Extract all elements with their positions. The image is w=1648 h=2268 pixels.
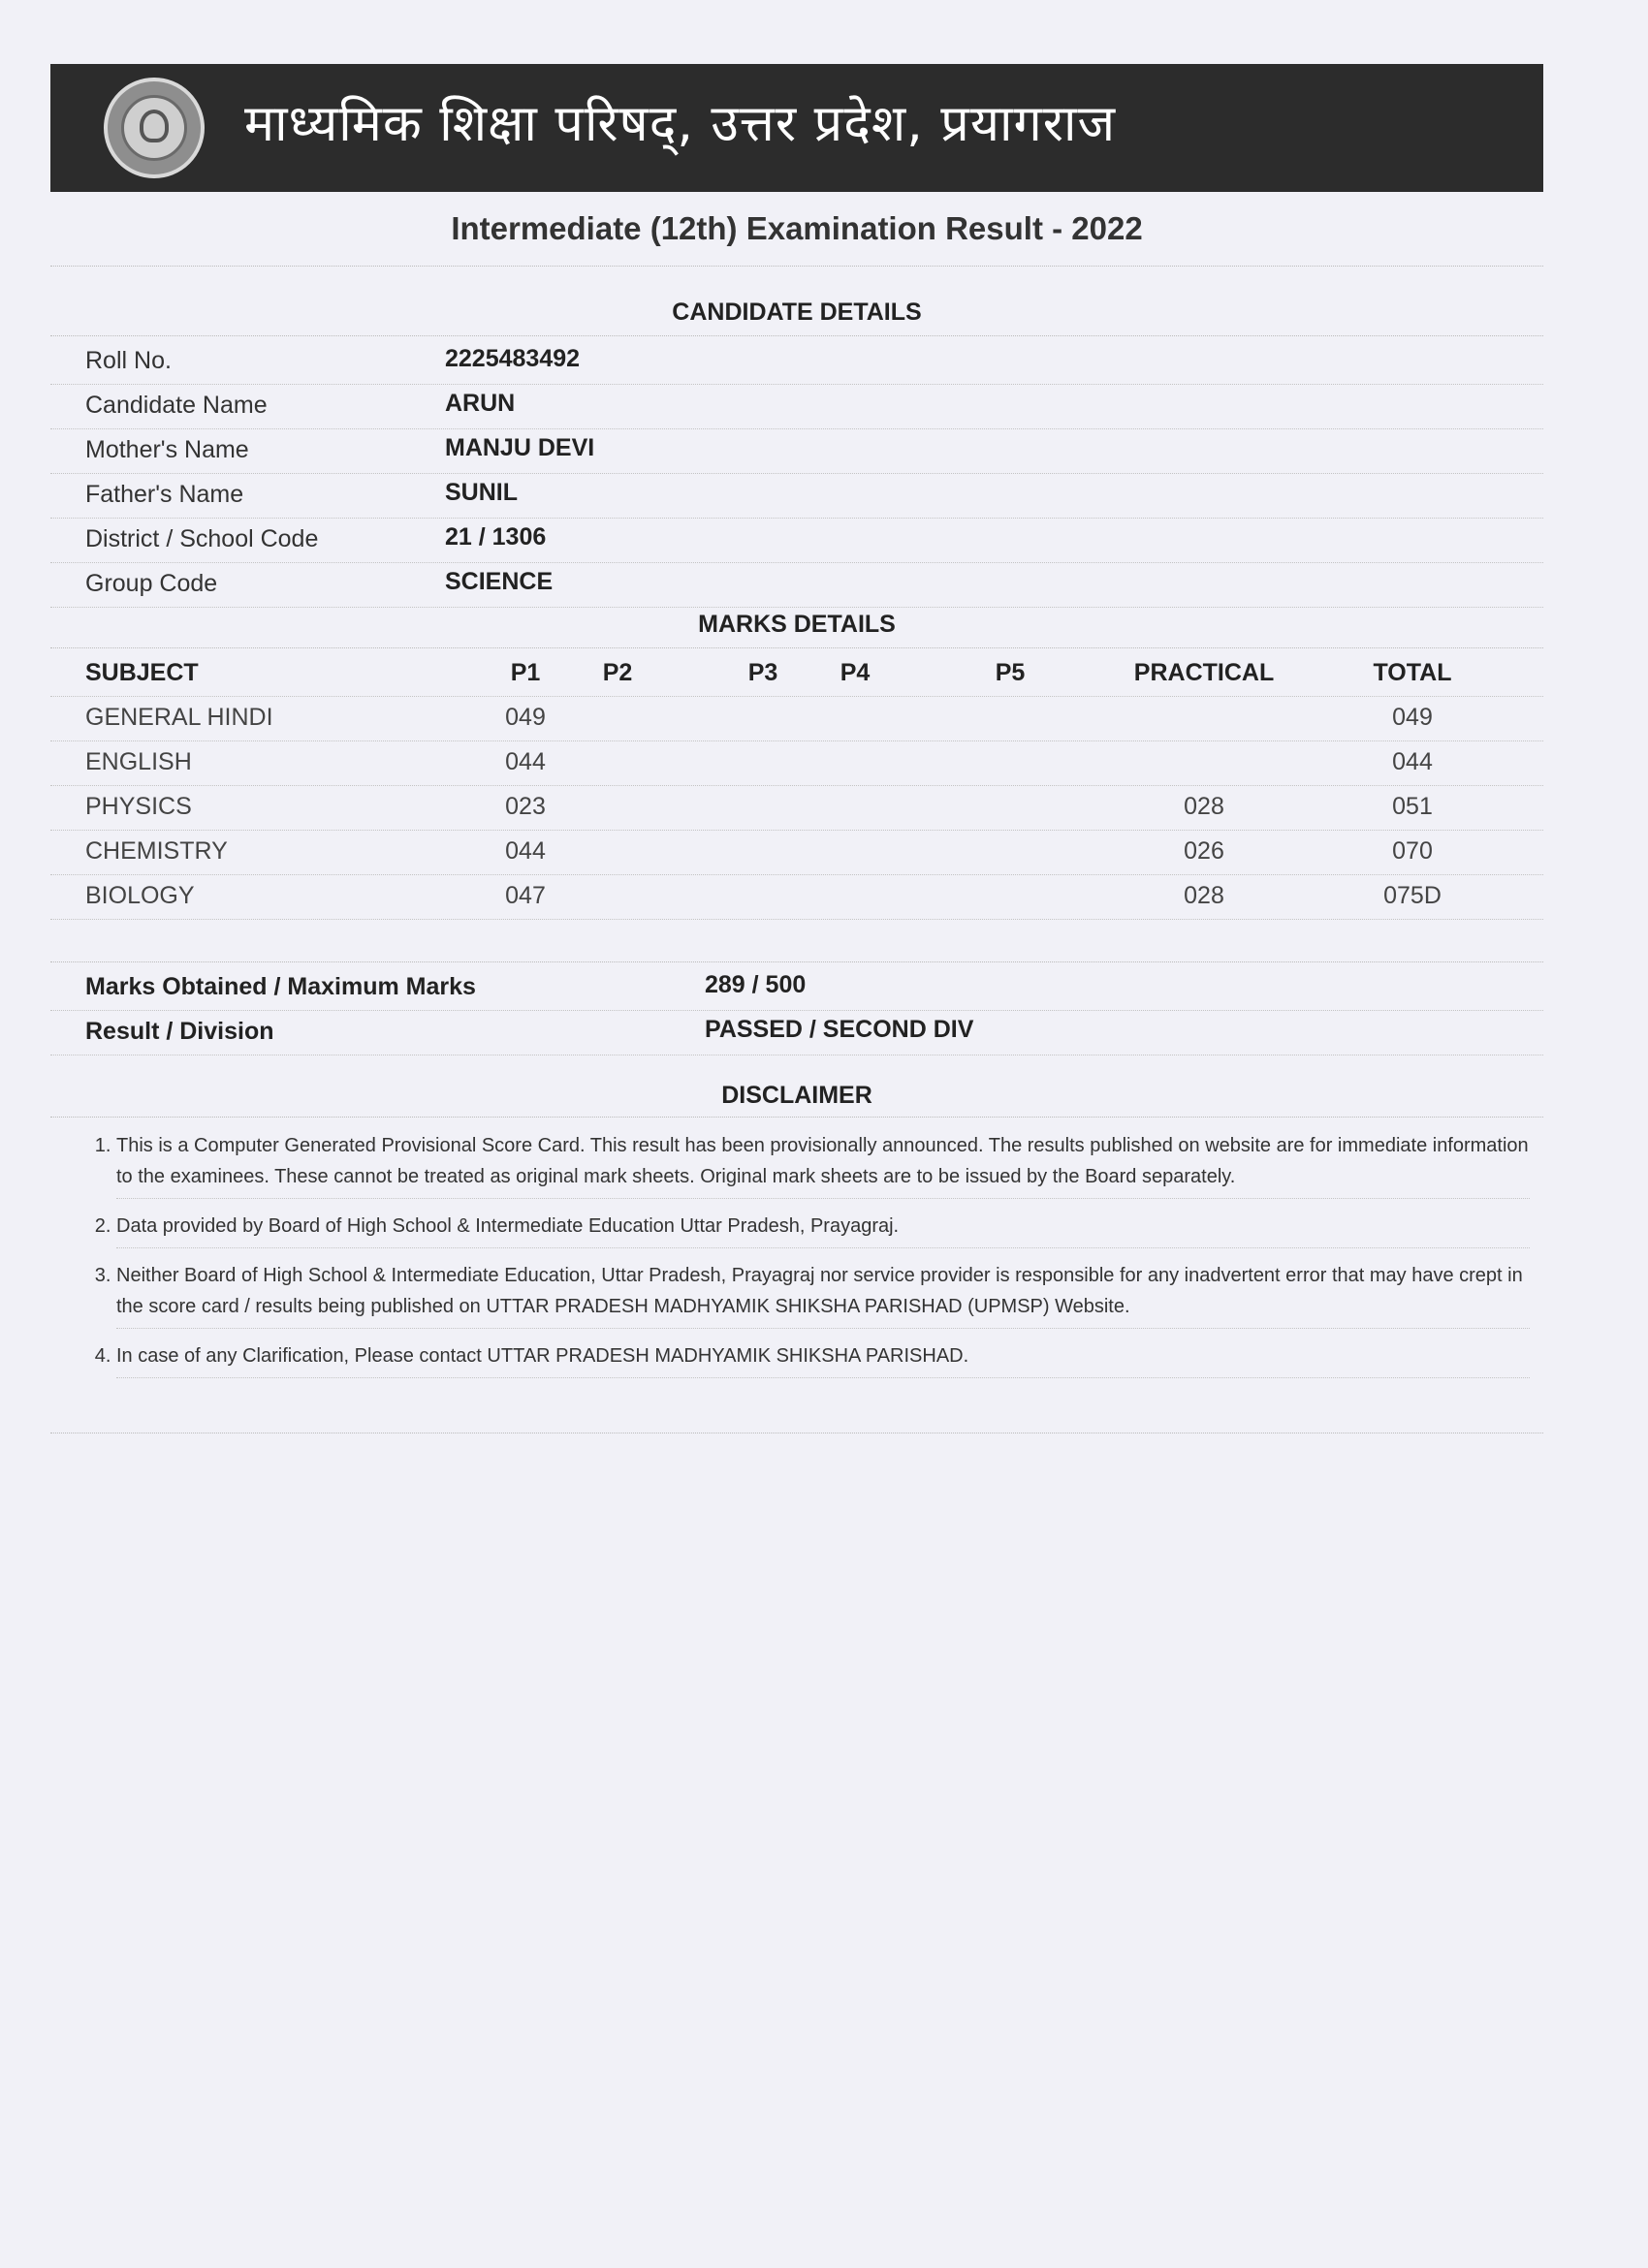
detail-label: Roll No. (85, 347, 172, 374)
practical-mark: 028 (1184, 882, 1224, 909)
subject-name: PHYSICS (85, 793, 192, 820)
detail-row-district-school-code (50, 518, 1543, 563)
up-board-emblem-icon (104, 78, 205, 178)
marks-obtained-label: Marks Obtained / Maximum Marks (85, 973, 476, 1000)
detail-label: Group Code (85, 570, 218, 597)
p1-mark: 047 (505, 882, 546, 909)
detail-value: ARUN (445, 390, 516, 417)
exam-title: Intermediate (12th) Examination Result - 2022 (451, 210, 1143, 246)
detail-row-mother-name (50, 428, 1543, 474)
divider (50, 335, 1543, 336)
detail-value: SUNIL (445, 479, 518, 506)
divider (50, 647, 1543, 648)
subject-name: ENGLISH (85, 748, 192, 775)
candidate-details-heading: CANDIDATE DETAILS (672, 299, 922, 326)
p1-mark: 049 (505, 704, 546, 731)
disclaimer-list (85, 1126, 1530, 1386)
col-header-p3: P3 (747, 659, 778, 686)
practical-mark: 028 (1184, 793, 1224, 820)
p1-mark: 044 (505, 748, 546, 775)
col-header-total: TOTAL (1373, 659, 1452, 686)
subject-name: CHEMISTRY (85, 837, 228, 865)
total-mark: 044 (1392, 748, 1433, 775)
detail-label: Mother's Name (85, 436, 249, 463)
practical-mark: 026 (1184, 837, 1224, 865)
divider (50, 266, 1543, 267)
marks-row-chemistry (50, 830, 1543, 875)
detail-value: 2225483492 (445, 345, 581, 372)
result-division-row (50, 1010, 1543, 1055)
result-division-label: Result / Division (85, 1018, 274, 1045)
divider (50, 1117, 1543, 1118)
p1-mark: 023 (505, 793, 546, 820)
header-banner (50, 64, 1543, 192)
p1-mark: 044 (505, 837, 546, 865)
marks-details-heading: MARKS DETAILS (698, 611, 896, 638)
detail-row-roll-no (50, 339, 1543, 385)
detail-row-candidate-name (50, 384, 1543, 429)
col-header-practical: PRACTICAL (1133, 659, 1275, 686)
col-header-p4: P4 (840, 659, 871, 686)
col-header-p1: P1 (510, 659, 541, 686)
subject-name: GENERAL HINDI (85, 704, 273, 731)
disclaimer-item: 4. In case of any Clarification, Please contact UTTAR PRADESH MADHYAMIK SHIKSHA PARISHAD. (116, 1337, 1530, 1378)
detail-value: 21 / 1306 (445, 523, 547, 551)
detail-row-father-name (50, 473, 1543, 519)
total-mark: 070 (1392, 837, 1433, 865)
marks-row-english (50, 740, 1543, 786)
col-header-p5: P5 (995, 659, 1026, 686)
marks-obtained-row (50, 965, 1543, 1011)
disclaimer-item: 1. This is a Computer Generated Provisional Score Card. This result has been provisionally announced. The results published on website are for immediate information to the examinees. These cannot be treated as original mark sheets. Original mark sheets are to be issued by the Board separately. (116, 1126, 1530, 1199)
disclaimer-item: 3. Neither Board of High School & Intermediate Education, Uttar Pradesh, Prayagraj nor service provider is responsible for any inadvertent error that may have crept in the score card / results being published on UTTAR PRADESH MADHYAMIK SHIKSHA PARISHAD (UPMSP) Website. (116, 1256, 1530, 1329)
detail-label: District / School Code (85, 525, 319, 552)
marks-row-biology (50, 874, 1543, 920)
marks-row-physics (50, 785, 1543, 831)
detail-label: Father's Name (85, 481, 244, 508)
total-mark: 051 (1392, 793, 1433, 820)
divider (50, 961, 1543, 962)
detail-row-group-code (50, 562, 1543, 608)
disclaimer-item: 2. Data provided by Board of High School & Intermediate Education Uttar Pradesh, Prayagraj. (116, 1207, 1530, 1248)
col-header-p2: P2 (602, 659, 633, 686)
disclaimer-heading: DISCLAIMER (721, 1082, 872, 1109)
marks-obtained-value: 289 / 500 (705, 971, 807, 998)
col-header-subject: SUBJECT (85, 659, 199, 686)
total-mark: 049 (1392, 704, 1433, 731)
score-card (50, 64, 1548, 1469)
marks-row-general-hindi (50, 696, 1543, 741)
total-mark: 075D (1383, 882, 1442, 909)
result-division-value: PASSED / SECOND DIV (705, 1016, 974, 1043)
marks-table-header (50, 651, 1543, 697)
subject-name: BIOLOGY (85, 882, 195, 909)
board-name: माध्यमिक शिक्षा परिषद्, उत्तर प्रदेश, प्रयागराज (244, 95, 1117, 153)
detail-label: Candidate Name (85, 392, 268, 419)
detail-value: MANJU DEVI (445, 434, 595, 461)
detail-value: SCIENCE (445, 568, 554, 595)
